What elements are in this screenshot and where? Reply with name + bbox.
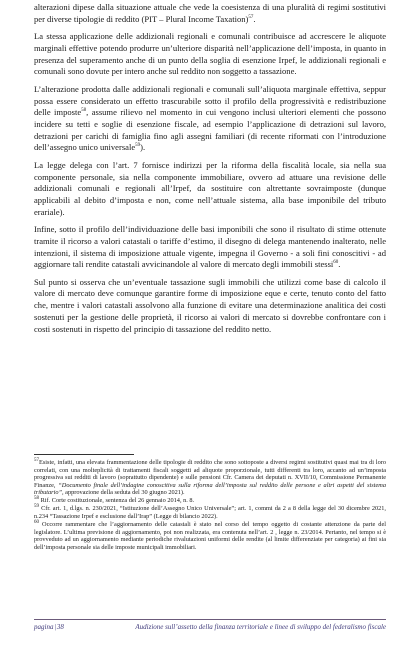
footnote: $^{58}$ Rif. Corte costituzionale, sentenza del 26 gennaio 2014, n. 8.	[34, 496, 195, 505]
footer-divider	[34, 619, 386, 620]
paragraph: La legge delega con l’art. 7 fornisce indirizzi per la riforma della fiscalità locale, sia nella sua componente personale, sia nella componente immobiliare, ovvero ad attuare una revisione delle addizionali comunali e regionali all’Irpef, da sostituire con altrettante sovraimposte (dunque applicabili al debito d’imposta e non, come nell’attuale sistema, alla base imponibile del tributo erariale).	[34, 159, 386, 217]
page-footer	[34, 623, 386, 635]
paragraph: Sul punto si osserva che un’eventuale tassazione sugli immobili che utilizzi come base di calcolo il valore di mercato deve comunque garantire forme di imposizione eque e certe, tenuto conto del fatto che, mentre i valori catastali assolvono alla funzione di evitare una determinazione analitica dei costi sostenuti per la gestione delle proprietà, il ricorso ai valori di mercato si dovrebbe confrontare con i costi sostenuti in rispetto del principio di tassazione del reddito netto.	[34, 276, 386, 334]
footnote-ref[interactable]: 60	[333, 260, 339, 266]
paragraph: La stessa applicazione delle addizionali regionali e comunali contribuisce ad accrescere le aliquote marginali effettive potendo produrre un’ulteriore disparità nell’applicazione dell’imposta, in quanto in presenza del superamento anche di un punto della soglia di esenzione Irpef, le addizionali regionali e comunali sono dovute per intero anche sul reddito non soggetto a tassazione.	[34, 31, 386, 77]
footnote-ref[interactable]: 57	[248, 14, 254, 20]
footnote-ref[interactable]: 58	[81, 108, 87, 114]
footnote-ref[interactable]: 59	[135, 143, 141, 149]
page-number: pagina|38	[34, 623, 64, 631]
footnote: $^{60}$ Occorre rammentare che l’aggiornamento delle catastali è stato nel corso del tempo oggetto di costante attenzione da parte del legislatore. L’ultima previsione di aggiornamento, poi non realizzata, era contenuta nell’art. 2 , legge n. 23/2014. Pertanto, nel tempo si è provveduto ad un aggiornamento mediante periodiche rivalutazioni uniformi delle rendite (al limite differenziate per categoria) ai fini sia dell’imposta personale sia delle imposte municipali immobiliari.	[34, 520, 387, 551]
footnote-number: 60	[34, 520, 39, 526]
body-text	[34, 2, 386, 341]
paragraph: L’alterazione prodotta dalle addizionali regionali e comunali sull’aliquota marginale effettiva, seppur possa essere considerato un effetto trascurabile sotto il profilo della progressività e redistribuzione delle imposte$^{58}$, assume rilievo nel momento in cui vengono inclusi ulteriori elementi che possono incidere su tetti e soglie di esenzione fiscale, ad esempio l’applicazione di detrazioni sul lavoro, detrazioni per carichi di famiglia fino agli assegni familiari (di recente riformati con l’introduzione dell’assegno unico universale$^{59}$).	[34, 83, 386, 153]
footnote-number: 57	[34, 457, 39, 463]
footnote-number: 59	[34, 504, 39, 510]
footnote-separator	[34, 454, 134, 455]
paragraph: alterazioni dipese dalla situazione attuale che vede la coesistenza di una pluralità di regimi sostitutivi per diverse tipologie di reddito (PIT – Plural Income Taxation)$^{57}$.	[34, 2, 386, 24]
footnote: $^{57}$Esiste, infatti, una elevata frammentazione delle tipologie di reddito che sono sottoposte a diversi regimi sostitutivi quasi mai tra di loro correlati, con una molteplicità di trattamenti fiscali soggetti ad aliquote proporzionale, tutti differenti tra loro, accanto ad un’imposta progressiva sui redditi di lavoro (soprattutto dipendente) e sulle pensioni Cfr. Camera dei deputati n. XVII/10, Commissione Permanente Finanze, “Documento finale dell’indagine conoscitiva sulla riforma dell’imposta sul reddito delle persone e altri aspetti del sistema tributario”, approvazione della seduta del 30 giugno 2021).	[34, 457, 387, 497]
footer-title: Audizione sull’assetto della finanza territoriale e linee di sviluppo del federalismo fiscale	[135, 623, 386, 631]
footnote: $^{59}$ Cfr. art. 1, d.lgs. n. 230/2021, “Istituzione dell’Assegno Unico Universale”; art. 1, commi da 2 a 8 della legge del 30 dicembre 2021, n.234 “Tassazione Irpef e esclusione dall’Irap” (Legge di bilancio 2022).	[34, 504, 386, 521]
paragraph: Infine, sotto il profilo dell’individuazione delle basi imponibili che sono il risultato di stime ottenute tramite il ricorso a valori catastali o tariffe d’estimo, il disegno di delega mantenendo inalterato, nelle intenzioni, il sistema di imposizione attuale vigente, impegna il Governo - a soli fini conoscitivi - ad aggiornare tali rendite catastali avvicinandole al valore di mercato degli immobili stessi$^{60}$.	[34, 224, 386, 270]
footnote-number: 58	[34, 496, 39, 502]
footnotes	[34, 459, 386, 552]
